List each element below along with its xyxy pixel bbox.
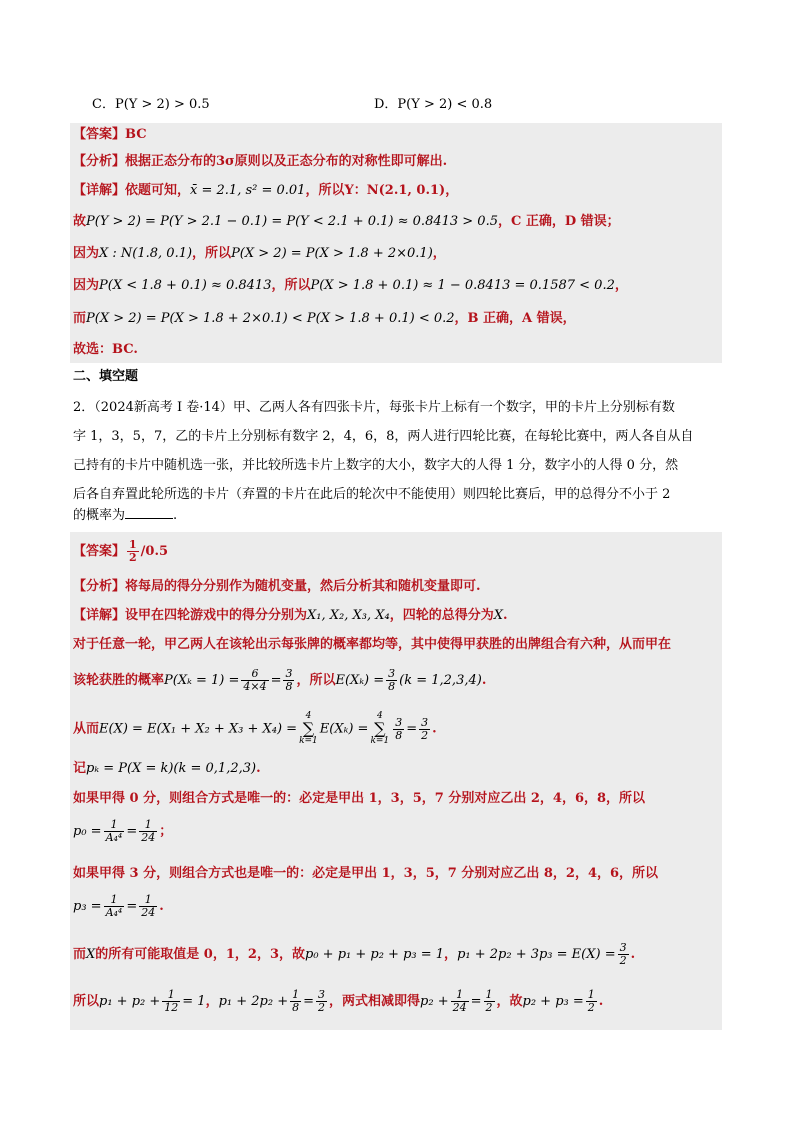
detail-text: .	[481, 673, 487, 688]
fraction	[586, 989, 597, 1014]
math-expr: =	[406, 721, 418, 737]
detail-text: 故	[73, 214, 87, 229]
detail-text: .	[159, 899, 164, 914]
detail-text: ，所以Y：N(2.1, 0.1)，	[305, 183, 459, 198]
q2-detail-line-7	[73, 818, 172, 846]
detail-text: ，	[444, 947, 458, 962]
fraction-numerator: 6	[241, 668, 268, 681]
detail-text: ，两式相减即得	[329, 994, 421, 1009]
analysis-text: 将每局的得分分别作为随机变量，然后分析其和随机变量即可.	[125, 579, 481, 594]
q2-detail-line-6: 如果甲得 0 分，则组合方式是唯一的：必定是甲出 1，3，5，7 分别对应乙出 2，4，6，8，所以	[73, 791, 646, 806]
analysis-text: 根据正态分布的3σ原则以及正态分布的对称性即可解出.	[125, 154, 448, 169]
detail-text: ，所以	[296, 673, 336, 688]
detail-text: ，故	[496, 994, 523, 1009]
math-expr: = 1	[182, 994, 206, 1009]
analysis-tag: 【分析】	[73, 579, 126, 594]
sum-upper: 4	[305, 711, 312, 721]
detail-text: 依题可知，	[125, 183, 191, 198]
q1-answer	[73, 125, 147, 145]
fraction-denominator: 8	[388, 680, 396, 693]
fraction-denominator: A₄⁴	[105, 831, 123, 844]
detail-text: .	[598, 994, 604, 1009]
fraction-numerator: 1	[139, 819, 157, 832]
q1-conclusion: 故选：BC.	[73, 342, 138, 357]
math-expr: E(Xₖ) =	[335, 673, 385, 688]
q2-stem-4: 后各自弃置此轮所选的卡片（弃置的卡片在此后的轮次中不能使用）则四轮比赛后，甲的总得分不小于 2	[73, 487, 671, 502]
math-expr: =	[126, 824, 138, 839]
math-expr: P(Xₖ = 1) =	[164, 673, 240, 688]
fraction-numerator: 1	[104, 894, 125, 907]
detail-text: 该轮获胜的概率	[73, 673, 165, 688]
detail-text: 所以	[73, 994, 100, 1009]
fraction	[139, 894, 157, 919]
q2-detail-line-1	[73, 606, 508, 626]
q2-detail-line-5	[73, 759, 261, 779]
fraction	[139, 819, 157, 844]
math-expr: X : N(1.8, 0.1)	[99, 246, 193, 261]
fraction-numerator: 1	[139, 894, 157, 907]
fraction-numerator: 1	[162, 989, 180, 1002]
fraction	[316, 989, 327, 1014]
fraction-denominator: 8	[285, 680, 293, 693]
q2-stem-1: 2．（2024新高考 I 卷·14）甲、乙两人各有四张卡片，每张卡片上标有一个数字，甲的卡片上分别标有数	[73, 400, 675, 415]
q1-detail-line-2	[73, 212, 620, 232]
math-expr: p₁ + 2p₂ +	[218, 994, 289, 1009]
math-expr: x̄ = 2.1, s² = 0.01	[190, 183, 306, 198]
fraction-denominator: 2	[619, 954, 627, 967]
fraction-numerator: 1	[485, 988, 493, 1001]
fraction-numerator: 3	[619, 941, 627, 954]
sum-symbol: 4 ∑ k=1	[299, 711, 318, 746]
fraction-numerator: 1	[451, 989, 469, 1002]
q1-detail-line-3	[73, 244, 446, 264]
fraction	[104, 819, 125, 844]
math-expr: E(X) = E(X₁ + X₂ + X₃ + X₄) =	[99, 721, 298, 737]
q2-stem-2: 字 1，3，5，7，乙的卡片上分别标有数字 2，4，6，8，两人进行四轮比赛，在每轮比赛中，两人各自从自	[73, 429, 694, 444]
fraction-denominator: 2	[129, 551, 137, 564]
math-expr: p₃ =	[73, 899, 102, 914]
sum-lower: k=1	[370, 736, 390, 746]
fraction-numerator: 3	[285, 667, 293, 680]
sum-symbol: 4 ∑ k=1	[370, 711, 390, 746]
fraction-numerator: 1	[104, 819, 125, 832]
fraction-denominator: 24	[141, 906, 156, 919]
answer-blank	[125, 506, 173, 519]
math-expr: X	[493, 608, 503, 623]
math-expr: P(X < 1.8 + 0.1) ≈ 0.8413	[99, 278, 272, 293]
q2-analysis	[73, 577, 481, 597]
detail-text: ；	[159, 824, 173, 839]
section-title: 二、填空题	[73, 369, 139, 384]
detail-text: ，B 正确，A 错误，	[454, 311, 576, 326]
answer-text: /0.5	[140, 544, 169, 559]
math-expr: p₀ =	[73, 824, 102, 839]
fraction	[484, 989, 495, 1014]
detail-tag: 【详解】	[73, 183, 126, 198]
detail-text: 而	[73, 947, 87, 962]
fraction	[386, 668, 397, 693]
sum-upper: 4	[376, 711, 383, 721]
fraction	[393, 717, 404, 742]
detail-text: .	[502, 608, 508, 623]
math-expr: P(X > 1.8 + 0.1) ≈ 1 − 0.8413 = 0.1587 < 0.2	[310, 278, 615, 293]
math-expr: =	[303, 994, 315, 1009]
option-c: C．P(Y > 2) > 0.5	[92, 97, 210, 112]
fraction-numerator: 1	[292, 988, 300, 1001]
detail-text: 而	[73, 311, 87, 326]
math-expr: =	[126, 899, 138, 914]
q2-detail-line-9	[73, 893, 164, 921]
fraction-denominator: 24	[452, 1001, 467, 1014]
math-expr: X	[86, 947, 96, 962]
q2-stem-5: 的概率为 .	[73, 508, 178, 523]
fraction	[451, 989, 469, 1014]
q2-detail-line-4	[73, 712, 437, 746]
fraction-numerator: 1	[129, 538, 137, 551]
fraction-denominator: 2	[587, 1001, 595, 1014]
q2-detail-line-11	[73, 988, 603, 1016]
q2-detail-line-3	[73, 667, 486, 695]
detail-text: ，	[432, 246, 446, 261]
detail-text: ，所以	[192, 246, 232, 261]
math-expr: pₖ = P(X = k)(k = 0,1,2,3)	[86, 761, 257, 776]
stem-text: 的概率为	[73, 508, 126, 523]
detail-text: ，	[614, 278, 628, 293]
detail-text: ，C 正确，D 错误；	[497, 214, 620, 229]
q1-detail-line-4	[73, 276, 628, 296]
detail-text: ，	[205, 994, 219, 1009]
detail-text: 从而	[73, 721, 100, 737]
detail-text: 因为	[73, 278, 100, 293]
math-expr: p₂ +	[420, 994, 449, 1009]
math-expr: p₁ + 2p₂ + 3p₃ = E(X) =	[457, 947, 616, 962]
fraction	[290, 989, 301, 1014]
fraction-denominator: 8	[395, 728, 403, 742]
math-expr: X₁, X₂, X₃, X₄	[307, 608, 390, 623]
fraction	[419, 717, 430, 742]
q1-detail-line-5	[73, 309, 576, 329]
fraction	[104, 894, 125, 919]
fraction-denominator: 24	[141, 831, 156, 844]
fraction-numerator: 3	[388, 667, 396, 680]
detail-text: ，四轮的总得分为	[389, 608, 494, 623]
math-expr: (k = 1,2,3,4)	[399, 673, 482, 688]
q2-detail-line-2: 对于任意一轮，甲乙两人在该轮出示每张牌的概率都均等，其中使得甲获胜的出牌组合有六种，从而甲在	[73, 637, 672, 652]
fraction-denominator: 12	[164, 1001, 179, 1014]
detail-text: ，所以	[271, 278, 311, 293]
q1-detail-line-1	[73, 181, 458, 201]
fraction	[283, 668, 294, 693]
q2-detail-line-10	[73, 941, 635, 969]
fraction-denominator: 4×4	[243, 680, 267, 693]
math-expr: E(Xₖ) =	[319, 721, 369, 737]
answer-text: BC	[125, 127, 147, 142]
fraction	[162, 989, 180, 1014]
math-expr: =	[270, 673, 282, 688]
fraction-numerator: 3	[395, 715, 403, 729]
detail-text: 记	[73, 761, 87, 776]
detail-tag: 【详解】	[73, 608, 126, 623]
q2-answer	[73, 538, 168, 566]
math-expr: p₂ + p₃ =	[522, 994, 584, 1009]
sum-lower: k=1	[299, 736, 318, 746]
answer-tag: 【答案】	[73, 127, 126, 142]
math-expr: P(X > 2) = P(X > 1.8 + 2×0.1)	[231, 246, 433, 261]
detail-text: .	[630, 947, 636, 962]
detail-text: .	[432, 721, 437, 737]
answer-fraction	[127, 539, 139, 564]
option-d: D．P(Y > 2) < 0.8	[374, 97, 493, 112]
fraction-denominator: A₄⁴	[105, 906, 123, 919]
math-expr: P(X > 2) = P(X > 1.8 + 2×0.1) < P(X > 1.8 + 0.1) < 0.2	[86, 311, 455, 326]
q2-detail-line-8: 如果甲得 3 分，则组合方式也是唯一的：必定是甲出 1，3，5，7 分别对应乙出 8，2，4，6，所以	[73, 866, 659, 881]
fraction-denominator: 2	[318, 1001, 326, 1014]
math-expr: =	[470, 994, 482, 1009]
fraction-denominator: 2	[421, 728, 429, 742]
math-expr: p₀ + p₁ + p₂ + p₃ = 1	[305, 947, 445, 962]
fraction	[618, 942, 629, 967]
math-expr: p₁ + p₂ +	[99, 994, 161, 1009]
detail-text: 的所有可能取值是 0，1，2，3，故	[95, 947, 305, 962]
fraction	[241, 668, 268, 693]
fraction-numerator: 3	[318, 988, 326, 1001]
answer-tag: 【答案】	[73, 544, 126, 559]
fraction-denominator: 8	[292, 1001, 300, 1014]
fraction-numerator: 1	[587, 988, 595, 1001]
fraction-denominator: 2	[485, 1001, 493, 1014]
analysis-tag: 【分析】	[73, 154, 126, 169]
detail-text: 因为	[73, 246, 100, 261]
math-expr: P(Y > 2) = P(Y > 2.1 − 0.1) = P(Y < 2.1 + 0.1) ≈ 0.8413 > 0.5	[86, 214, 498, 229]
q1-analysis	[73, 152, 447, 172]
detail-text: .	[256, 761, 261, 776]
fraction-numerator: 3	[421, 715, 429, 729]
q2-stem-3: 己持有的卡片中随机选一张，并比较所选卡片上数字的大小，数字大的人得 1 分，数字小的人得 0 分，然	[73, 458, 679, 473]
detail-text: 设甲在四轮游戏中的得分分别为	[125, 608, 308, 623]
